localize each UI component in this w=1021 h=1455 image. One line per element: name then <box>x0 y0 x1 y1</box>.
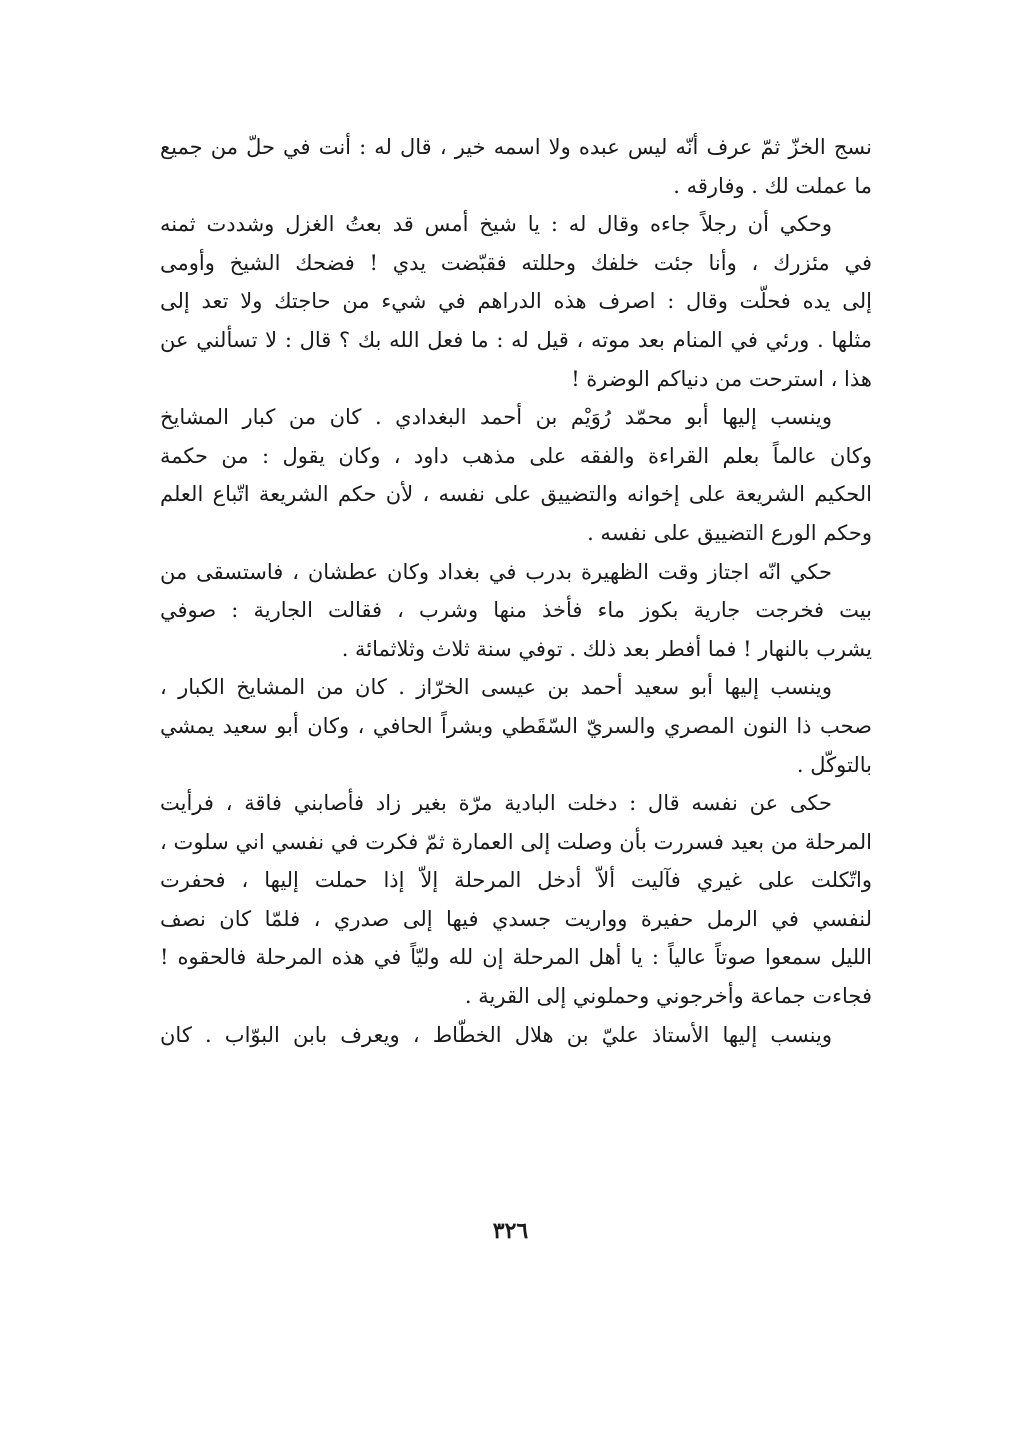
text-line: حكي انّه اجتاز وقت الظهيرة بدرب في بغداد وكان عطشان ، فاستسقى من <box>160 559 832 584</box>
text-line: ما عملت لك . وفارقه . <box>673 173 872 198</box>
text-line: لنفسي في الرمل حفيرة وواريت جسدي فيها إلى صدري ، فلمّا كان نصف <box>160 906 872 931</box>
text-line: بالتوكّل . <box>796 752 872 777</box>
text-line: المرحلة من بعيد فسررت بأن وصلت إلى العمارة ثمّ فكرت في نفسي اني سلوت ، <box>160 829 872 854</box>
text-line: بيت فخرجت جارية بكوز ماء فأخذ منها وشرب ، فقالت الجارية : صوفي <box>160 598 872 623</box>
body-text <box>160 128 872 1054</box>
text-line: وحكي أن رجلاً جاءه وقال له : يا شيخ أمس قد بعتُ الغزل وشددت ثمنه <box>160 212 832 237</box>
text-line: في مئزرك ، وأنا جئت خلفك وحللته فقبّضت يدي ! فضحك الشيخ وأومى <box>160 250 872 275</box>
text-line: نسج الخزّ ثمّ عرف أنّه ليس عبده ولا اسمه خير ، قال له : أنت في حلّ من جميع <box>160 135 872 159</box>
text-line: الحكيم الشريعة على إخوانه والتضييق على نفسه ، لأن حكم الشريعة اتّباع العلم <box>160 482 872 507</box>
text-line: حكى عن نفسه قال : دخلت البادية مرّة بغير زاد فأصابني فاقة ، فرأيت <box>160 791 832 816</box>
text-line: فجاءت جماعة وأخرجوني وحملوني إلى القرية . <box>464 984 872 1009</box>
text-line: إلى يده فحلّت وقال : اصرف هذه الدراهم في شيء من حاجتك ولا تعد إلى <box>160 289 872 314</box>
text-line: وحكم الورع التضييق على نفسه . <box>587 520 872 545</box>
text-line: وينسب إليها الأستاذ عليّ بن هلال الخطّاط ، ويعرف بابن البوّاب . كان <box>160 1022 832 1047</box>
text-line: صحب ذا النون المصري والسريّ السّقَطي وبشراً الحافي ، وكان أبو سعيد يمشي <box>160 713 872 738</box>
text-line: وكان عالماً بعلم القراءة والفقه على مذهب داود ، وكان يقول : من حكمة <box>160 443 872 468</box>
text-line: هذا ، استرحت من دنياكم الوضرة ! <box>571 366 872 391</box>
page-number: ٣٢٦ <box>492 1218 529 1244</box>
text-line: واتّكلت على غيري فآليت ألاّ أدخل المرحلة إلاّ إذا حملت إليها ، فحفرت <box>160 868 872 893</box>
text-line: مثلها . ورئي في المنام بعد موته ، قيل له : ما فعل الله بك ؟ قال : لا تسألني عن <box>160 327 872 352</box>
text-line: الليل سمعوا صوتاً عالياً : يا أهل المرحلة إن لله وليّاً في هذه المرحلة فالحقوه ! <box>160 945 872 970</box>
text-line: وينسب إليها أبو سعيد أحمد بن عيسى الخرّاز . كان من المشايخ الكبار ، <box>160 675 832 700</box>
text-line: وينسب إليها أبو محمّد رُوَيْم بن أحمد البغدادي . كان من كبار المشايخ <box>160 405 832 430</box>
text-line: يشرب بالنهار ! فما أفطر بعد ذلك . توفي سنة ثلاث وثلاثمائة . <box>341 636 872 661</box>
